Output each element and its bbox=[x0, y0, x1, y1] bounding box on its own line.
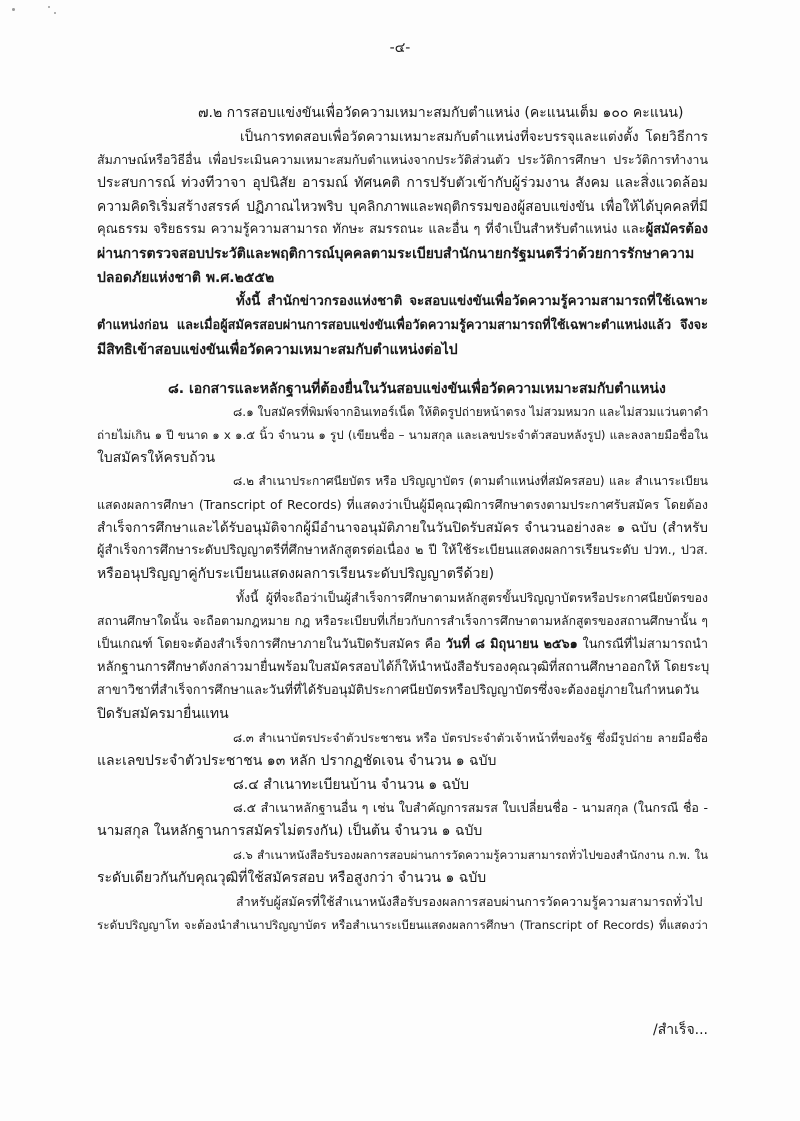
text-line bbox=[97, 611, 708, 631]
text-segment: หลักฐานการศึกษาดังกล่าวมายื่นพร้อมใบสมัครสอบได้ก็ให้นำหนังสือรับรองคุณวุฒิที่สถานศึกษาออกให้ โดยระบุ bbox=[97, 660, 710, 675]
text-line bbox=[97, 495, 708, 515]
text-line bbox=[97, 541, 708, 561]
text-line bbox=[233, 845, 708, 865]
text-line bbox=[97, 868, 708, 888]
text-line bbox=[97, 915, 708, 935]
text-segment: ถ่ายไม่เกิน ๑ ปี ขนาด ๑ x ๑.๕ นิ้ว จำนวน ๑ รูป (เขียนชื่อ – นามสกุล และเลขประจำตัวสอบหลังรูป) และลงลายมือชื่อใน bbox=[97, 428, 708, 442]
text-line bbox=[97, 681, 708, 701]
bold-text-segment: มีสิทธิเข้าสอบแข่งขันเพื่อวัดความเหมาะสมกับตำแหน่งต่อไป bbox=[97, 342, 458, 358]
text-segment: ผู้สำเร็จการศึกษาระดับปริญญาตรีที่ศึกษาหลักสูตรต่อเนื่อง ๒ ปี ให้ใช้ระเบียนแสดงผลการเรียนระดับ ปวท., ปวส. bbox=[97, 543, 708, 558]
text-line bbox=[97, 150, 708, 170]
text-segment: หรืออนุปริญญาคู่กับระเบียนแสดงผลการเรียนระดับปริญญาตรีด้วย) bbox=[97, 566, 495, 582]
text-segment: ๘.๔ สำเนาทะเบียนบ้าน จำนวน ๑ ฉบับ bbox=[233, 777, 470, 793]
page-number: -๔- bbox=[389, 40, 411, 56]
bold-text-segment: ผู้สมัครต้อง bbox=[645, 222, 708, 237]
bold-text-segment: วันที่ ๘ มิถุนายน ๒๕๖๑ bbox=[445, 637, 578, 652]
text-line bbox=[97, 448, 708, 468]
text-line bbox=[233, 728, 708, 748]
text-segment: ๘.๕ สำเนาหลักฐานอื่น ๆ เช่น ใบสำคัญการสมรส ใบเปลี่ยนชื่อ - นามสกุล (ในกรณี ชื่อ - bbox=[233, 800, 708, 815]
text-segment: ใบสมัครให้ครบถ้วน bbox=[97, 450, 216, 466]
text-segment: คุณธรรม จริยธรรม ความรู้ความสามารถ ทักษะ สมรรถนะ และอื่น ๆ ที่จำเป็นสำหรับตำแหน่ง และ bbox=[97, 222, 646, 237]
text-segment: สำเร็จการศึกษาและได้รับอนุมัติจากผู้มีอำนาจอนุมัติภายในวันปิดรับสมัคร จำนวนอย่างละ ๑ ฉบับ (สำหรับ bbox=[97, 520, 708, 536]
bold-text-segment: ทั้งนี้ สำนักข่าวกรองแห่งชาติ จะสอบแข่งขันเพื่อวัดความรู้ความสามารถที่ใช้เฉพาะ bbox=[236, 294, 708, 309]
text-line bbox=[97, 197, 708, 217]
bold-text-segment: ผ่านการตรวจสอบประวัติและพฤติการณ์บุคคลตามระเบียบสำนักนายกรัฐมนตรีว่าด้วยการรักษาความ bbox=[97, 246, 695, 262]
scan-speck bbox=[48, 6, 50, 8]
text-segment: ปิดรับสมัครมายื่นแทน bbox=[97, 706, 229, 722]
text-segment: สถานศึกษาใดนั้น จะถือตามกฎหมาย กฎ หรือระเบียบที่เกี่ยวกับการสำเร็จการศึกษาตามหลักสูตรของสถานศึกษานั้น ๆ bbox=[97, 614, 708, 628]
text-line bbox=[240, 127, 708, 147]
text-line bbox=[97, 173, 708, 193]
text-line bbox=[97, 220, 708, 240]
scan-speck bbox=[54, 12, 56, 14]
bold-text-segment: ตำแหน่งก่อน และเมื่อผู้สมัครสอบผ่านการสอบแข่งขันเพื่อวัดความรู้ความสามารถที่ใช้เฉพาะตำแหน่งแล้ว จึงจะ bbox=[97, 318, 708, 333]
text-segment: ทั้งนี้ ผู้ที่จะถือว่าเป็นผู้สำเร็จการศึกษาตามหลักสูตรขั้นปริญญาบัตรหรือประกาศนียบัตรของ bbox=[236, 591, 708, 605]
text-line bbox=[198, 103, 708, 123]
text-line bbox=[97, 244, 708, 264]
text-line bbox=[97, 316, 708, 336]
text-segment: แสดงผลการศึกษา (Transcript of Records) ที่แสดงว่าเป็นผู้มีคุณวุฒิการศึกษาตรงตามประกาศรับสมัคร โดยต้อง bbox=[97, 497, 708, 512]
text-line bbox=[97, 425, 708, 445]
text-segment: ๘.๖ สำเนาหนังสือรับรองผลการสอบผ่านการวัดความรู้ความสามารถทั่วไปของสำนักงาน ก.พ. ใน bbox=[233, 848, 708, 862]
bold-text-segment: ปลอดภัยแห่งชาติ พ.ศ.๒๕๕๒ bbox=[97, 270, 275, 286]
text-line bbox=[233, 471, 708, 491]
text-line bbox=[233, 775, 708, 795]
text-line bbox=[233, 402, 708, 422]
text-segment: เป็นเกณฑ์ โดยจะต้องสำเร็จการศึกษาภายในวันปิดรับสมัคร คือ bbox=[97, 637, 446, 652]
text-segment: ระดับปริญญาโท จะต้องนำสำเนาปริญญาบัตร หรือสำเนาระเบียนแสดงผลการศึกษา (Transcript of Records) ที่แสดงว่า bbox=[97, 918, 708, 932]
text-segment: นามสกุล ในหลักฐานการสมัครไม่ตรงกัน) เป็นต้น จำนวน ๑ ฉบับ bbox=[97, 823, 483, 839]
text-segment: สัมภาษณ์หรือวิธีอื่น เพื่อประเมินความเหมาะสมกับตำแหน่งจากประวัติส่วนตัว ประวัติการศึกษา ประวัติการทำงาน bbox=[97, 152, 708, 167]
text-line bbox=[97, 821, 708, 841]
text-segment: ในกรณีที่ไม่สามารถนำ bbox=[577, 637, 708, 652]
text-line bbox=[97, 704, 708, 724]
text-segment: ๘.๒ สำเนาประกาศนียบัตร หรือ ปริญญาบัตร (ตามตำแหน่งที่สมัครสอบ) และ สำเนาระเบียน bbox=[233, 474, 708, 488]
text-segment: ๘.๑ ใบสมัครที่พิมพ์จากอินเทอร์เน็ต ให้ติดรูปถ่ายหน้าตรง ไม่สวมหมวก และไม่สวมแว่นตาดำ bbox=[233, 405, 709, 419]
text-line bbox=[168, 379, 708, 399]
text-segment: ประสบการณ์ ท่วงทีวาจา อุปนิสัย อารมณ์ ทัศนคติ การปรับตัวเข้ากับผู้ร่วมงาน สังคม และสิ่งแวดล้อม bbox=[97, 175, 708, 191]
text-line bbox=[236, 892, 708, 912]
text-segment: สาขาวิชาที่สำเร็จการศึกษาและวันที่ที่ได้รับอนุมัติประกาศนียบัตรหรือปริญญาบัตรซึ่งจะต้องอยู่ภายในกำหนดวัน bbox=[97, 683, 699, 698]
text-line bbox=[97, 340, 708, 360]
text-line bbox=[97, 658, 708, 678]
text-segment: ๘.๓ สำเนาบัตรประจำตัวประชาชน หรือ บัตรประจำตัวเจ้าหน้าที่ของรัฐ ซึ่งมีรูปถ่าย ลายมือชื่อ bbox=[233, 731, 708, 745]
text-segment: ระดับเดียวกันกับคุณวุฒิที่ใช้สมัครสอบ หรือสูงกว่า จำนวน ๑ ฉบับ bbox=[97, 870, 487, 886]
text-line bbox=[97, 751, 708, 771]
text-segment: ความคิดริเริ่มสร้างสรรค์ ปฏิภาณไหวพริบ บุคลิกภาพและพฤติกรรมของผู้สอบแข่งขัน เพื่อให้ได้บุคคลที่มี bbox=[97, 199, 708, 215]
continuation-marker: /สำเร็จ... bbox=[653, 1022, 708, 1038]
text-line bbox=[97, 635, 708, 655]
text-line bbox=[233, 798, 708, 818]
text-segment: สำหรับผู้สมัครที่ใช้สำเนาหนังสือรับรองผลการสอบผ่านการวัดความรู้ความสามารถทั่วไป bbox=[236, 894, 703, 909]
text-line bbox=[236, 292, 708, 312]
scan-speck bbox=[12, 8, 15, 11]
text-line bbox=[97, 268, 708, 288]
text-line bbox=[97, 564, 708, 584]
text-segment: และเลขประจำตัวประชาชน ๑๓ หลัก ปรากฏชัดเจน จำนวน ๑ ฉบับ bbox=[97, 753, 497, 769]
bold-text-segment: ๘. เอกสารและหลักฐานที่ต้องยื่นในวันสอบแข่งขันเพื่อวัดความเหมาะสมกับตำแหน่ง bbox=[168, 381, 666, 397]
text-segment: ๗.๒ การสอบแข่งขันเพื่อวัดความเหมาะสมกับตำแหน่ง (คะแนนเต็ม ๑๐๐ คะแนน) bbox=[198, 105, 684, 121]
text-segment: เป็นการทดสอบเพื่อวัดความเหมาะสมกับตำแหน่งที่จะบรรจุและแต่งตั้ง โดยวิธีการ bbox=[240, 129, 708, 145]
text-line bbox=[236, 588, 708, 608]
text-line bbox=[97, 518, 708, 538]
